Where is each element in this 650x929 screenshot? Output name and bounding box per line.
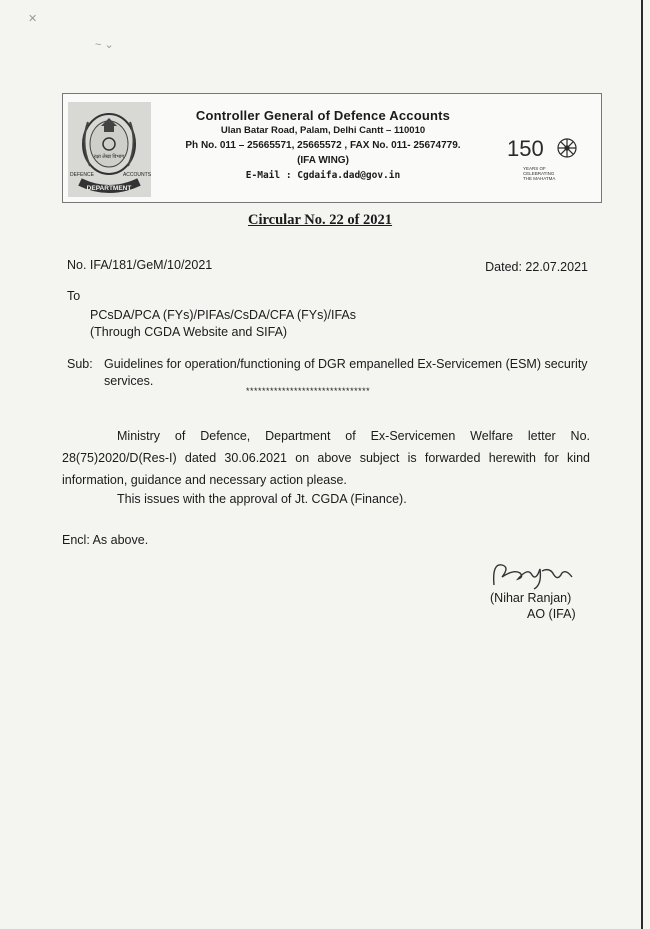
recipients-line-1: PCsDA/PCA (FYs)/PIFAs/CsDA/CFA (FYs)/IFAs <box>90 308 357 322</box>
handwritten-signature <box>484 555 584 591</box>
reference-number: No. IFA/181/GeM/10/2021 <box>67 258 213 272</box>
to-label: To <box>67 289 81 303</box>
org-phone-fax: Ph No. 011 – 25665571, 25665572 , FAX No. 011- 25674779. <box>185 140 461 151</box>
subject-label: Sub: <box>67 357 93 371</box>
page-edge <box>641 0 643 929</box>
enclosure-note: Encl: As above. <box>62 533 149 547</box>
org-name: Controller General of Defence Accounts <box>195 108 451 123</box>
separator: ******************************* <box>246 386 371 396</box>
signatory-name: (Nihar Ranjan) <box>490 591 572 605</box>
date: Dated: 22.07.2021 <box>485 260 588 274</box>
recipients <box>90 307 450 341</box>
letterhead <box>62 93 602 203</box>
department-emblem-icon <box>68 102 151 197</box>
recipients-line-2: (Through CGDA Website and SIFA) <box>90 325 288 339</box>
body-paragraph: Ministry of Defence, Department of Ex-Servicemen Welfare letter No. 28(75)2020/D(Res-I) dated 30.06.2021 on above subject is forwarded herewith for kind information, guidance and necessary action please. <box>62 429 590 487</box>
org-address: Ulan Batar Road, Palam, Delhi Cantt – 110010 <box>220 125 426 136</box>
org-email: E-Mail : Cgdaifa.dad@gov.in <box>245 170 401 181</box>
circular-title: Circular No. 22 of 2021 <box>248 212 393 228</box>
scan-mark: ~ ⌄ <box>95 39 114 51</box>
emblem-text-left: DEFENCE <box>70 172 94 178</box>
org-block <box>173 108 473 183</box>
approval-line: This issues with the approval of Jt. CGDA (Finance). <box>117 492 407 506</box>
scan-mark: ✕ <box>28 13 38 25</box>
emblem-text-top: रक्षा लेखा विभाग <box>93 154 125 160</box>
subject-text: Guidelines for operation/functioning of DGR empanelled Ex-Servicemen (ESM) security services. <box>104 357 588 388</box>
org-wing: (IFA WING) <box>297 155 349 166</box>
anniversary-number: 150 <box>507 136 544 161</box>
anniversary-caption: YEARS OF CELEBRATING THE MAHATMA <box>523 166 556 181</box>
emblem-text-right: ACCOUNTS <box>122 172 151 178</box>
emblem-text-bottom: DEPARTMENT <box>86 185 132 192</box>
signatory-designation: AO (IFA) <box>527 607 576 621</box>
